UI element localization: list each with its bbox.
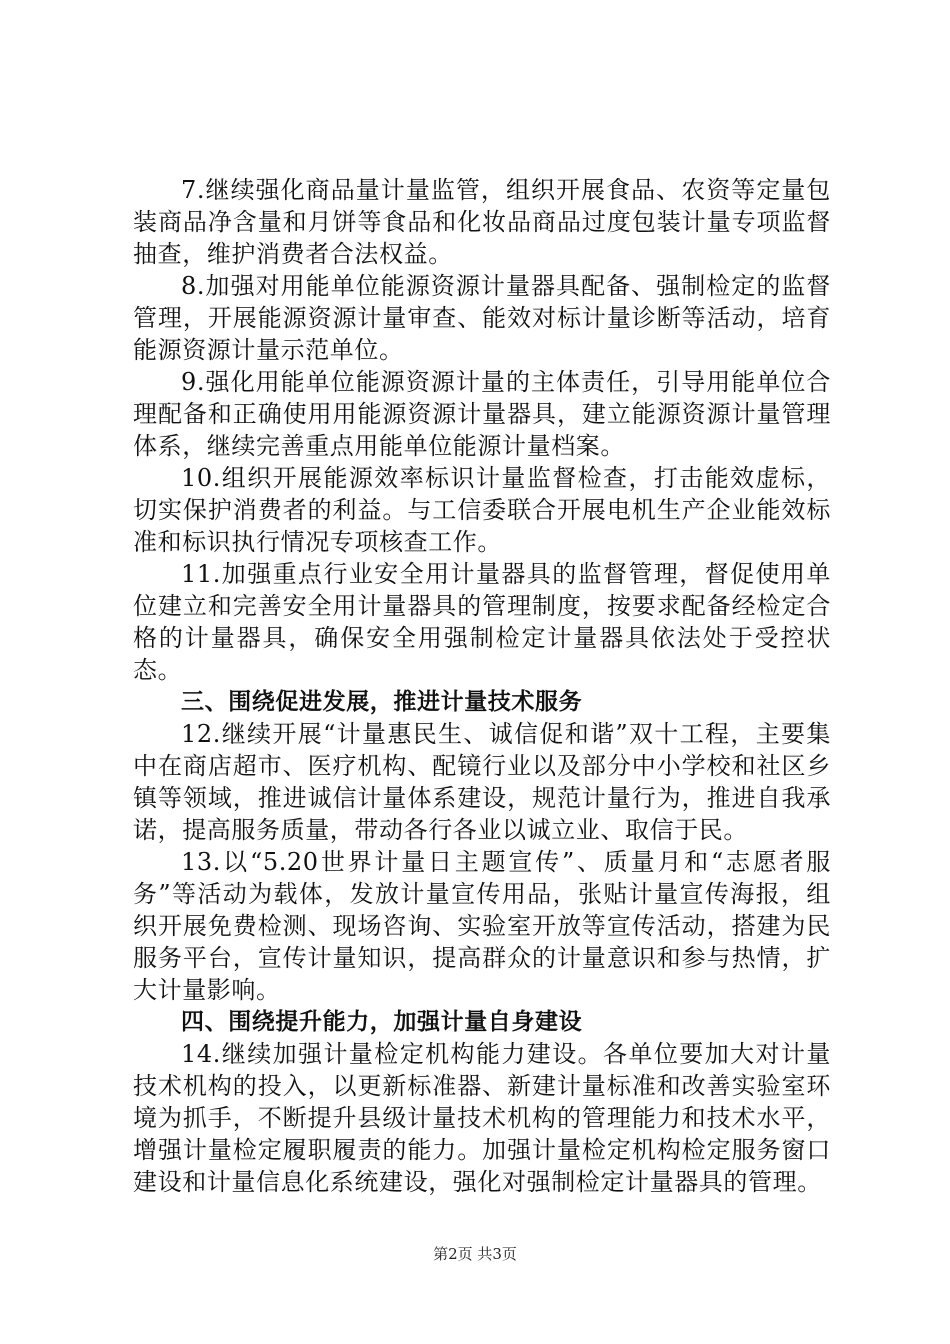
paragraph-9: 9.强化用能单位能源资源计量的主体责任，引导用能单位合理配备和正确使用用能源资源计量器具，建立能源资源计量管理体系，继续完善重点用能单位能源计量档案。 [133,368,831,460]
paragraph-10: 10.组织开展能源效率标识计量监督检查，打击能效虚标，切实保护消费者的利益。与工信委联合开展电机生产企业能效标准和标识执行情况专项核查工作。 [133,464,831,556]
section-heading-4: 四、围绕提升能力，加强计量自身建设 [181,1009,583,1035]
paragraph-12: 12.继续开展“计量惠民生、诚信促和谐”双十工程，主要集中在商店超市、医疗机构、配镜行业以及部分中小学校和社区乡镇等领域，推进诚信计量体系建设，规范计量行为，推进自我承诺，提高服务质量，带动各行各业以诚立业、取信于民。 [133,720,831,844]
section-heading-3: 三、围绕促进发展，推进计量技术服务 [181,689,583,715]
paragraph-7: 7.继续强化商品量计量监管，组织开展食品、农资等定量包装商品净含量和月饼等食品和化妆品商品过度包装计量专项监督抽查，维护消费者合法权益。 [133,176,831,268]
paragraph-8: 8.加强对用能单位能源资源计量器具配备、强制检定的监督管理，开展能源资源计量审查、能效对标计量诊断等活动，培育能源资源计量示范单位。 [133,272,831,364]
document-body [133,174,831,1198]
paragraph-11: 11.加强重点行业安全用计量器具的监督管理，督促使用单位建立和完善安全用计量器具的管理制度，按要求配备经检定合格的计量器具，确保安全用强制检定计量器具依法处于受控状态。 [133,560,831,684]
paragraph-13: 13.以“5.20世界计量日主题宣传”、质量月和“志愿者服务”等活动为载体，发放计量宣传用品，张贴计量宣传海报，组织开展免费检测、现场咨询、实验室开放等宣传活动，搭建为民服务平台，宣传计量知识，提高群众的计量意识和参与热情，扩大计量影响。 [133,848,831,1004]
page-footer: 第2页 共3页 [433,1245,517,1263]
paragraph-14: 14.继续加强计量检定机构能力建设。各单位要加大对计量技术机构的投入，以更新标准器、新建计量标准和改善实验室环境为抓手，不断提升县级计量技术机构的管理能力和技术水平，增强计量检定履职履责的能力。加强计量检定机构检定服务窗口建设和计量信息化系统建设，强化对强制检定计量器具的管理。 [133,1040,831,1196]
